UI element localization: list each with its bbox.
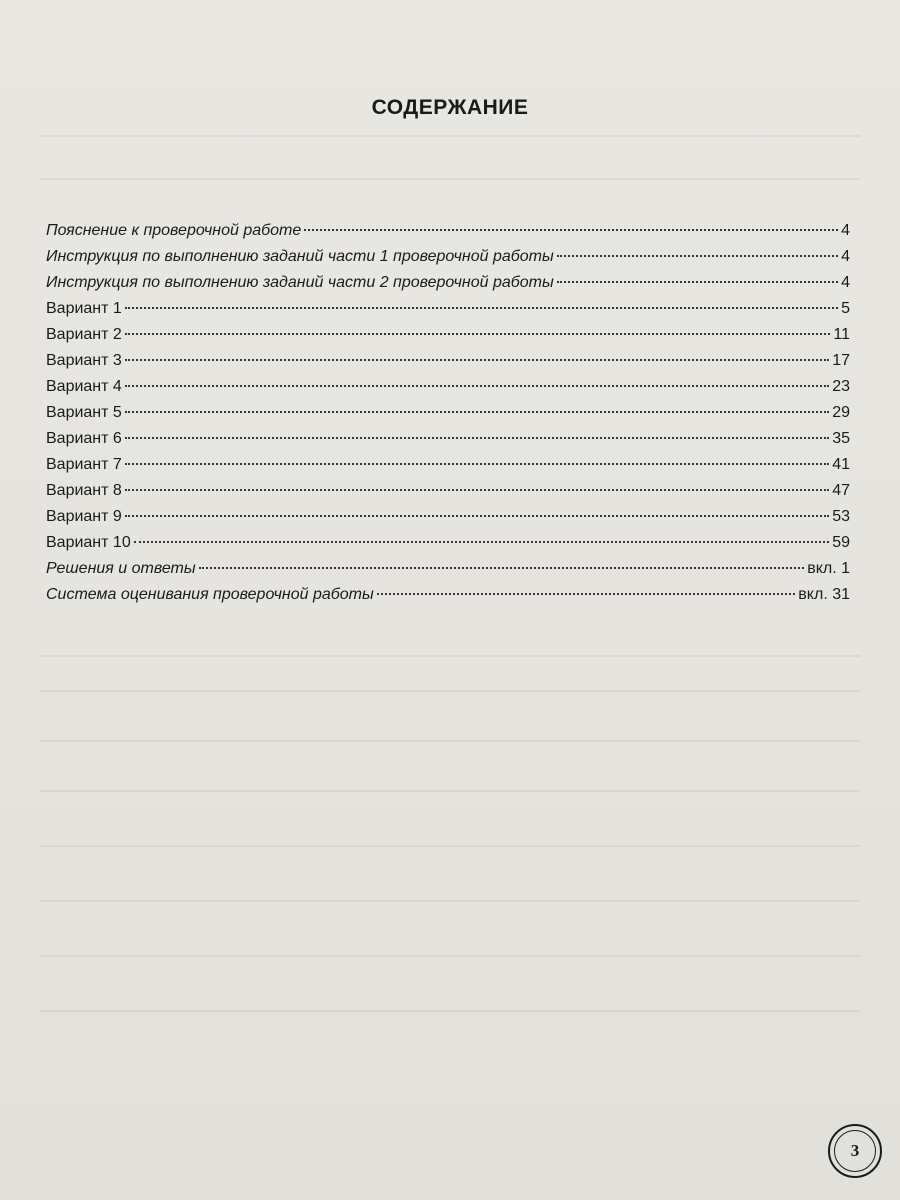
toc-entry-page: 11 (833, 326, 850, 343)
dot-leader (125, 359, 829, 361)
bleed-through-line (40, 1010, 860, 1012)
toc-entry-label: Инструкция по выполнению заданий части 2 проверочной работы (46, 274, 554, 291)
bleed-through-line (40, 790, 860, 792)
toc-entry-label: Вариант 6 (46, 430, 122, 447)
page-title: СОДЕРЖАНИЕ (371, 96, 529, 119)
bleed-through-line (40, 955, 860, 957)
dot-leader (125, 411, 829, 413)
toc-entry-page: 4 (841, 274, 850, 291)
bleed-through-line (40, 178, 860, 180)
bleed-through-line (40, 655, 860, 657)
toc-entry[interactable] (46, 378, 850, 404)
toc-entry-page: 17 (832, 352, 850, 369)
toc-entry[interactable] (46, 352, 850, 378)
toc-entry[interactable] (46, 222, 850, 248)
toc-entry-label: Система оценивания проверочной работы (46, 586, 374, 603)
dot-leader (125, 385, 829, 387)
toc-entry-label: Вариант 9 (46, 508, 122, 525)
dot-leader (125, 489, 829, 491)
dot-leader (199, 567, 805, 569)
toc-entry-page: 47 (832, 482, 850, 499)
toc-entry[interactable] (46, 404, 850, 430)
bleed-through-line (40, 845, 860, 847)
dot-leader (304, 229, 838, 231)
toc-entry[interactable] (46, 430, 850, 456)
toc-entry-label: Вариант 5 (46, 404, 122, 421)
bleed-through-line (40, 900, 860, 902)
dot-leader (134, 541, 829, 543)
toc-entry-page: 23 (832, 378, 850, 395)
toc-entry-page: 4 (841, 222, 850, 239)
bleed-through-line (40, 135, 860, 137)
dot-leader (125, 437, 829, 439)
table-of-contents (46, 222, 850, 612)
dot-leader (377, 593, 796, 595)
toc-entry[interactable] (46, 300, 850, 326)
bleed-through-line (40, 740, 860, 742)
toc-entry-label: Вариант 2 (46, 326, 122, 343)
toc-entry-label: Решения и ответы (46, 560, 196, 577)
toc-entry[interactable] (46, 586, 850, 612)
toc-entry[interactable] (46, 248, 850, 274)
toc-entry[interactable] (46, 456, 850, 482)
toc-entry-page: 53 (832, 508, 850, 525)
toc-entry[interactable] (46, 508, 850, 534)
toc-entry-page: вкл. 1 (807, 560, 850, 577)
bleed-through-line (40, 690, 860, 692)
toc-entry[interactable] (46, 274, 850, 300)
dot-leader (125, 515, 829, 517)
toc-entry[interactable] (46, 326, 850, 352)
dot-leader (557, 255, 838, 257)
toc-entry-page: вкл. 31 (798, 586, 850, 603)
toc-entry-label: Вариант 8 (46, 482, 122, 499)
dot-leader (125, 463, 829, 465)
page-number-badge (828, 1124, 882, 1178)
toc-entry-label: Пояснение к проверочной работе (46, 222, 302, 239)
dot-leader (125, 307, 838, 309)
toc-entry[interactable] (46, 560, 850, 586)
toc-entry-label: Вариант 1 (46, 300, 122, 317)
toc-entry-page: 4 (841, 248, 850, 265)
toc-entry[interactable] (46, 534, 850, 560)
toc-entry-page: 35 (832, 430, 850, 447)
toc-entry-label: Вариант 10 (46, 534, 131, 551)
toc-entry-page: 29 (832, 404, 850, 421)
toc-entry-page: 59 (832, 534, 850, 551)
toc-entry-label: Инструкция по выполнению заданий части 1 проверочной работы (46, 248, 554, 265)
toc-entry-page: 5 (841, 300, 850, 317)
toc-entry-label: Вариант 3 (46, 352, 122, 369)
toc-entry-page: 41 (832, 456, 850, 473)
dot-leader (557, 281, 838, 283)
page-number: 3 (834, 1130, 876, 1172)
toc-entry[interactable] (46, 482, 850, 508)
toc-entry-label: Вариант 4 (46, 378, 122, 395)
toc-entry-label: Вариант 7 (46, 456, 122, 473)
dot-leader (125, 333, 831, 335)
